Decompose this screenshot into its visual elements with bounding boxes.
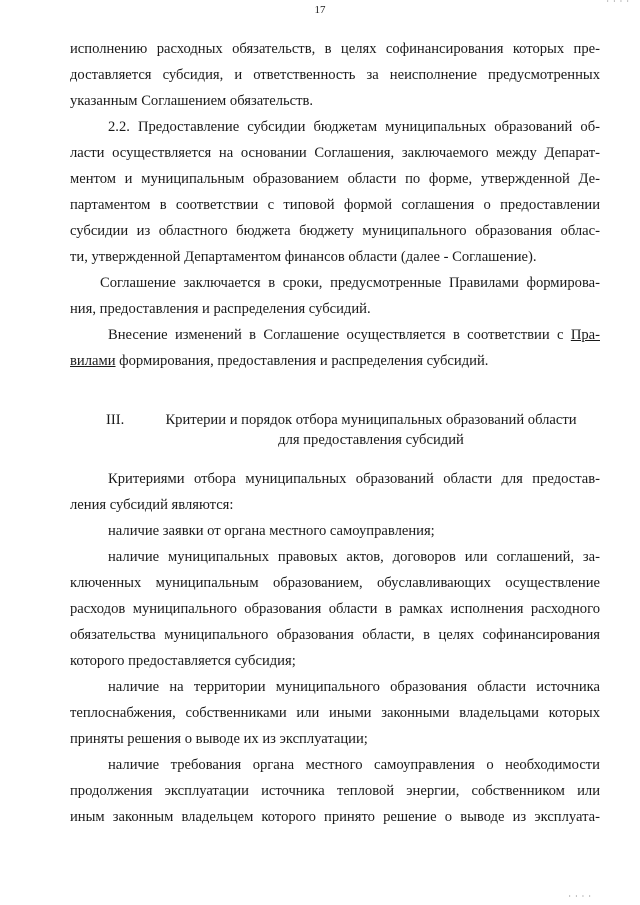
criterion-item (70, 674, 600, 752)
section-spacer (70, 374, 600, 410)
text-line: ния, предоставления и распределения субсидий. (70, 301, 371, 317)
text-line: Критериями отбора муниципальных образований области для предостав- (108, 471, 600, 487)
text-line: наличие на территории муниципального образования области источника (108, 679, 600, 695)
text-line: наличие заявки от органа местного самоуправления; (108, 523, 435, 539)
section-title (142, 410, 600, 450)
text-line: ти, утвержденной Департаментом финансов области (далее - Соглашение). (70, 249, 537, 265)
paragraph-amendments (70, 322, 600, 374)
scan-corner-mark: · · · · (568, 892, 592, 901)
scan-corner-mark: · · · · (606, 0, 630, 6)
text-line: указанным Соглашением обязательств. (70, 93, 314, 109)
text-line: Соглашение заключается в сроки, предусмотренные Правилами формирова- (100, 275, 600, 291)
text-line: наличие требования органа местного самоуправления о необходимости (108, 757, 600, 773)
section-spacer (70, 456, 600, 466)
paragraph-2-2 (70, 114, 600, 270)
text-segment: формирования, предоставления и распределения субсидий. (115, 353, 489, 369)
text-line (70, 348, 600, 374)
text-line: ления субсидий являются: (70, 497, 234, 513)
text-line: наличие муниципальных правовых актов, договоров или соглашений, за- (108, 549, 600, 565)
text-line: субсидии из областного бюджета бюджету муниципального образования облас- (70, 223, 600, 239)
section-numeral: III. (106, 412, 125, 428)
criterion-item (70, 518, 600, 544)
text-line: приняты решения о выводе их из эксплуатации; (70, 731, 368, 747)
section-title-line: Критерии и порядок отбора муниципальных образований области (165, 412, 577, 428)
rules-link[interactable]: вилами (70, 353, 116, 369)
text-line: обязательства муниципального образования области, в целях софинансирования (70, 627, 600, 643)
text-segment: Внесение изменений в Соглашение осуществляется в соответствии с (108, 327, 571, 343)
paragraph-continuation (70, 36, 600, 114)
text-line: которого предоставляется субсидия; (70, 653, 296, 669)
document-body (70, 36, 600, 830)
text-line: иным законным владельцем которого принято решение о выводе из эксплуата- (70, 809, 600, 825)
text-line: партаментом в соответствии с типовой формой соглашения о предоставлении (70, 197, 600, 213)
text-line: ласти осуществляется на основании Соглашения, заключаемого между Депарат- (70, 145, 600, 161)
criterion-item (70, 544, 600, 674)
page-number: 17 (314, 4, 326, 16)
text-line: расходов муниципального образования области в рамках исполнения расходного (70, 601, 600, 617)
text-line: доставляется субсидия, и ответственность за неисполнение предусмотренных (70, 67, 600, 83)
paragraph-criteria-intro (70, 466, 600, 518)
text-line: 2.2. Предоставление субсидии бюджетам муниципальных образований об- (108, 119, 600, 135)
section-title-line: для предоставления субсидий (278, 432, 464, 448)
text-line: ментом и муниципальным образованием области по форме, утвержденной Де- (70, 171, 600, 187)
section-heading (70, 410, 600, 456)
text-line: исполнению расходных обязательств, в целях софинансирования которых пре- (70, 41, 600, 57)
text-line: теплоснабжения, собственниками или иными законными владельцами которых (70, 705, 600, 721)
text-line: ключенных муниципальным образованием, обуславливающих осуществление (70, 575, 600, 591)
criterion-item (70, 752, 600, 830)
rules-link[interactable]: Пра- (570, 327, 600, 343)
text-line: продолжения эксплуатации источника тепловой энергии, собственником или (70, 783, 600, 799)
paragraph-agreement-terms (70, 270, 600, 322)
text-line (70, 322, 600, 348)
